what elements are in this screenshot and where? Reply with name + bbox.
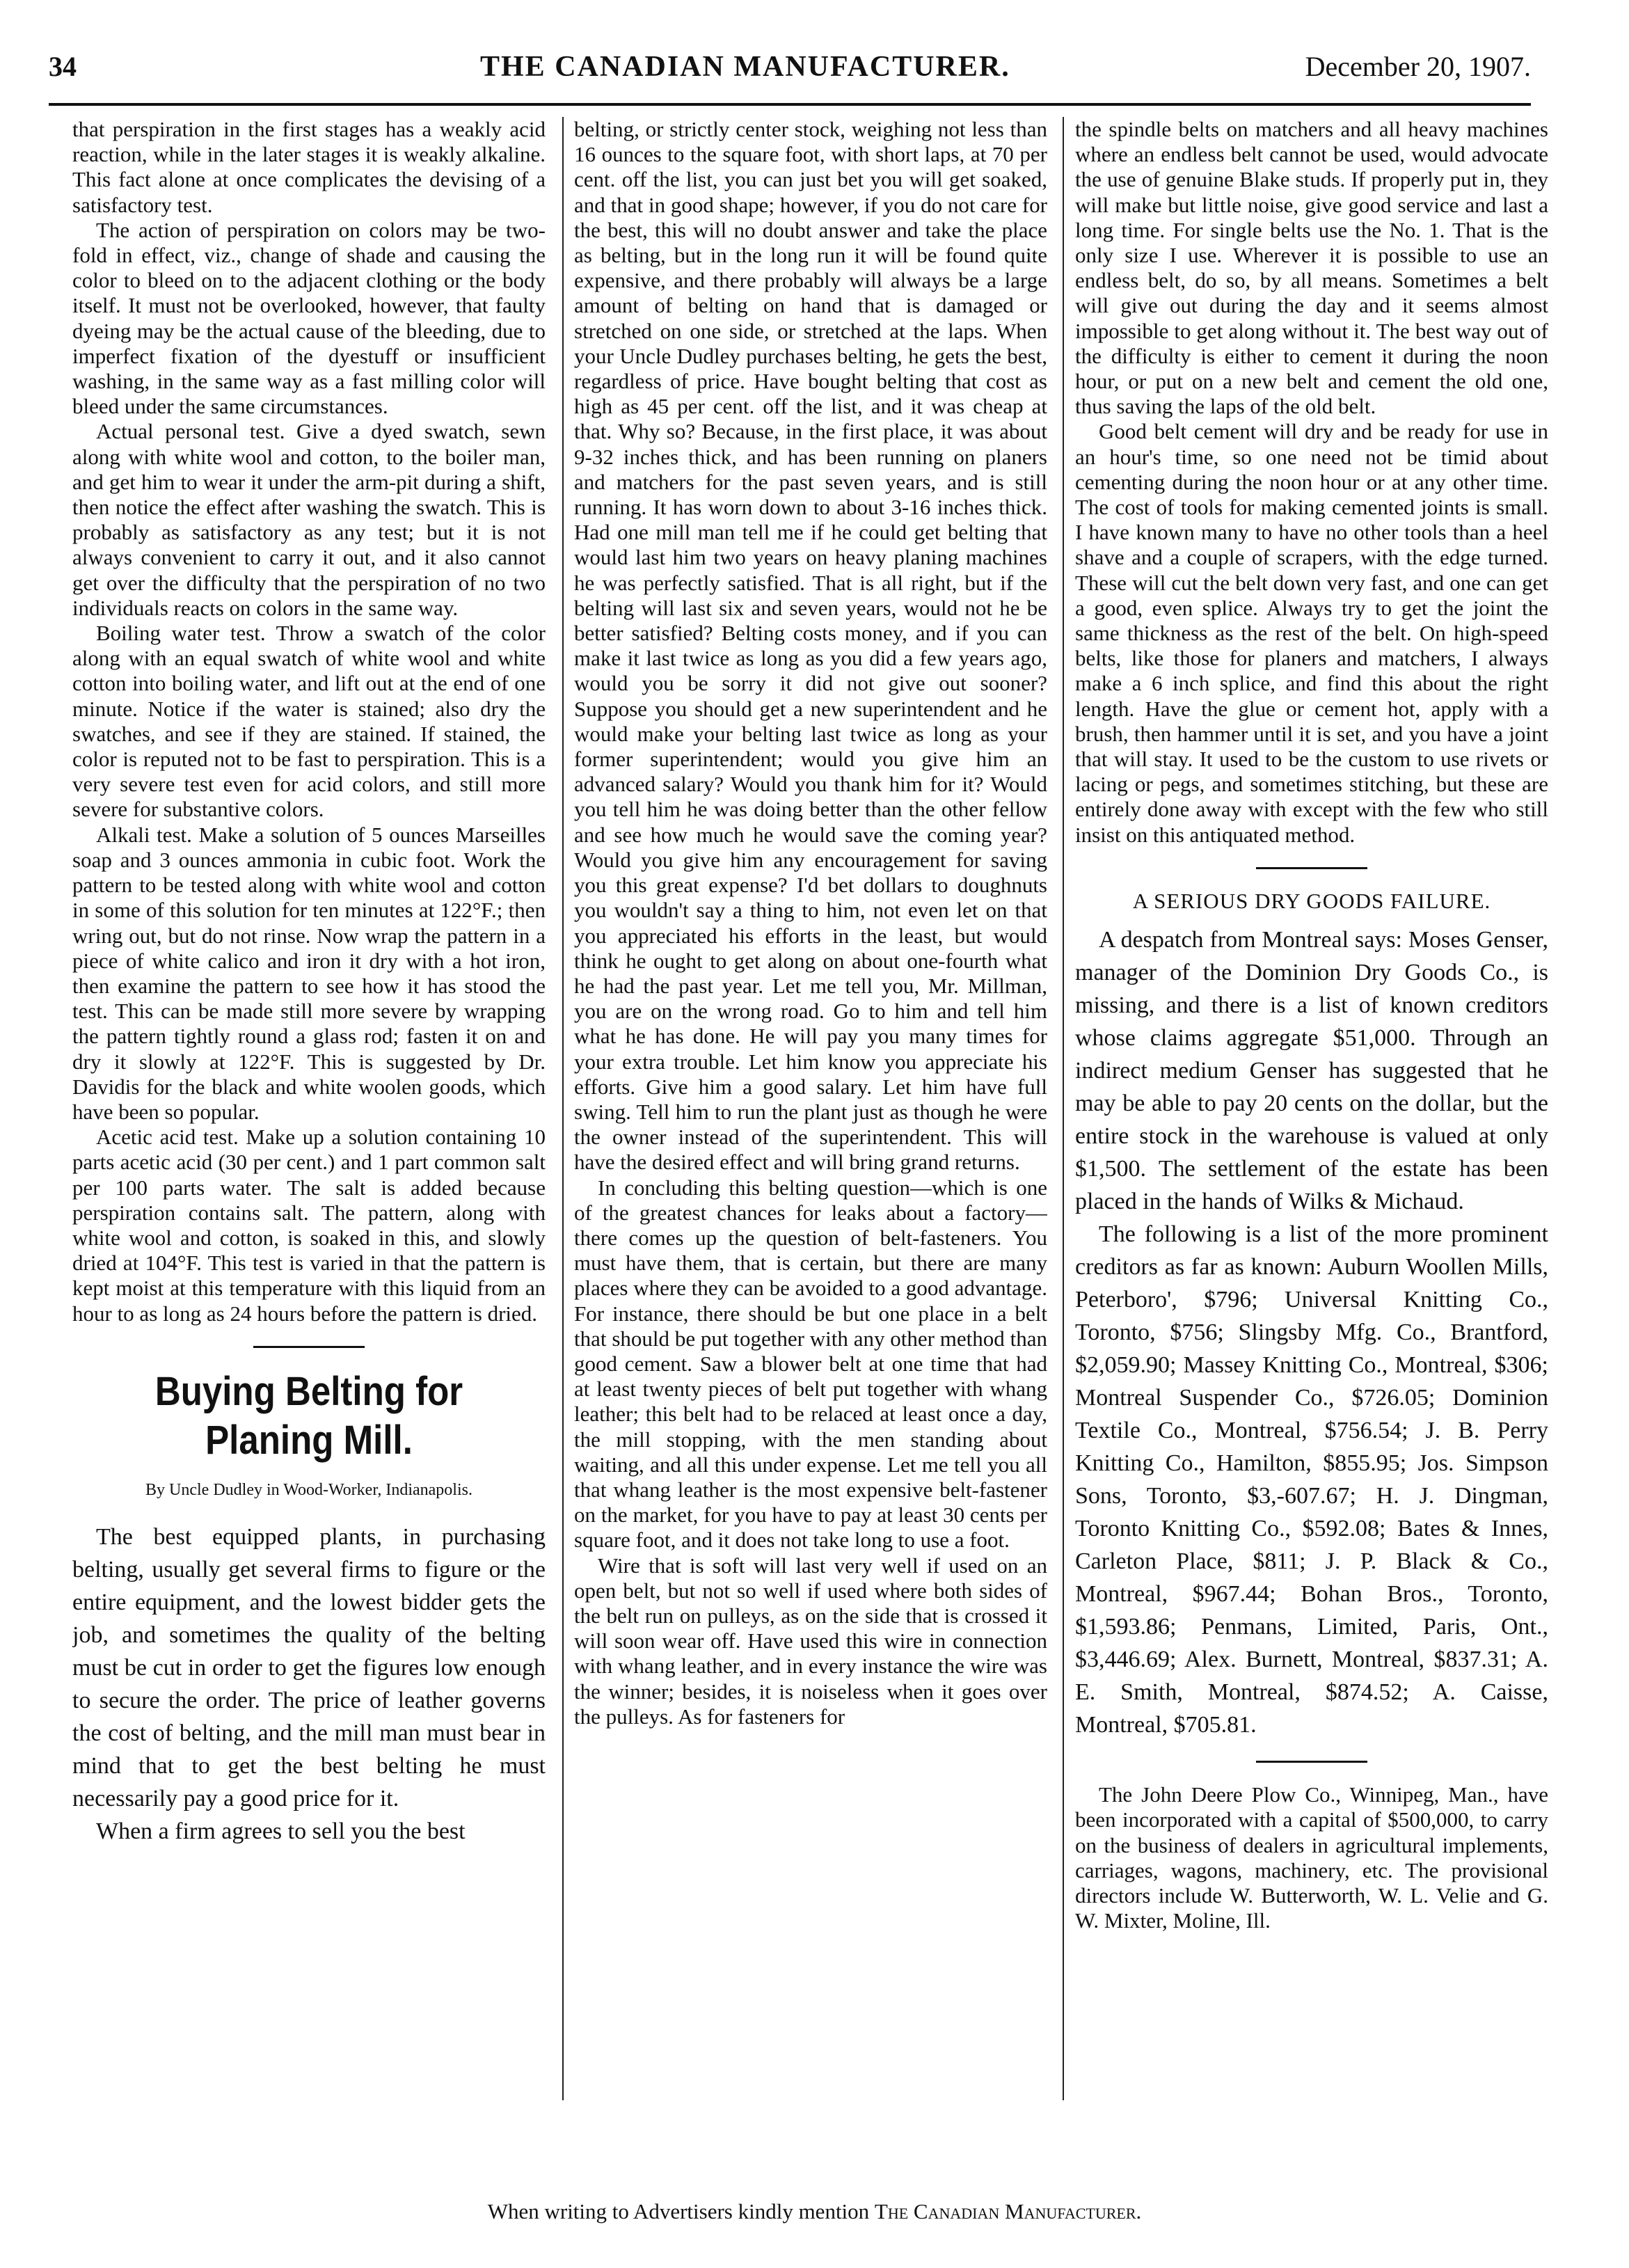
article-title: Buying Belting for Planing Mill. [154,1368,463,1463]
paragraph: The best equipped plants, in purchasing belting, usually get several firms to figure or the entire equipment, and the lowest bidder gets the job, and sometimes the quality of the belting must be cut in order to get the figures low enough to secure the order. The price of leather governs the cost of belting, and the mill man must bear in mind that to get the best belting he must necessarily pay a good price for it. [72,1523,546,1811]
page-number: 34 [49,51,77,82]
paragraph: the spindle belts on matchers and all heavy machines where an endless belt cannot be used, would advocate the use of genuine Blake studs. If properly put in, they will make but little noise, give good service and last a long time. For single belts use the No. 1. That is the only size I use. Wherever it is possible to use an endless belt, do so, by all means. Sometimes a belt will give out during the day and it seems almost impossible to get along without it. The best way out of the difficulty is either to cement it during the noon hour, or put on a new belt and cement the old one, thus saving the laps of the old belt. [1075,117,1548,419]
section-separator [253,1346,365,1348]
footer-publication-name: The Canadian Manufacturer. [874,2199,1142,2223]
paragraph: Boiling water test. Throw a swatch of the color along with an equal swatch of white wool and white cotton into boiling water, and lift out at the end of one minute. Notice if the water is stained; also dry the swatches, and see if they are stained. If stained, the color is reputed not to be fast to perspiration. This is a very severe test even for acid colors, and still more severe for substantive colors. [72,621,546,822]
paragraph: The following is a list of the more prominent creditors as far as known: Auburn Woollen Mills, Peterboro', $796; Universal Knitting Co., Toronto, $756; Slingsby Mfg. Co., Brantford, $2,059.90; Massey Knitting Co., Montreal, $306; Montreal Suspender Co., $726.05; Dominion Textile Co., Montreal, $756.54; J. B. Perry Knitting Co., Hamilton, $855.95; Jos. Simpson Sons, Toronto, $3,-607.67; H. J. Dingman, Toronto Knitting Co., $592.08; Bates & Innes, Carleton Place, $811; J. P. Black & Co., Montreal, $967.44; Bohan Bros., Toronto, $1,593.86; Penmans, Limited, Paris, Ont., $3,446.69; Alex. Burnett, Montreal, $837.31; A. E. Smith, Montreal, $874.52; A. Caisse, Montreal, $705.81. [1075,1221,1548,1738]
page-footer [0,2199,1629,2224]
header-rule [49,103,1531,106]
paragraph: Good belt cement will dry and be ready for use in an hour's time, so one need not be timid about cementing during the noon hour or at any other time. The cost of tools for making cemented joints is small. I have known many to have no other tools than a heel shave and a couple of scrapers, with the edge turned. These will cut the belt down very fast, and one can get a good, even splice. Always try to get the joint the same thickness as the rest of the belt. On high-speed belts, like those for planers and matchers, I always make a 6 inch splice, and find this about the right length. Have the glue or cement hot, apply with a brush, then hammer until it is set, and you have a joint that will stay. It used to be the custom to use rivets or lacing or pegs, and sometimes stitching, but these are entirely done away with except with the few who still insist on this antiquated method. [1075,419,1548,847]
section-body [1075,923,1548,1741]
paragraph: The John Deere Plow Co., Winnipeg, Man., have been incorporated with a capital of $500,000, to carry on the business of dealers in agricultural implements, carriages, wagons, machinery, etc. The provisional directors include W. Butterworth, W. L. Velie and G. W. Mixter, Moline, Ill. [1075,1782,1548,1933]
section-separator [1256,1761,1367,1763]
paragraph: Acetic acid test. Make up a solution containing 10 parts acetic acid (30 per cent.) and 1 part common salt per 100 parts water. The salt is added because perspiration contains salt. The pattern, along with white wool and cotton, is soaked in this, and slowly dried at 104°F. This test is varied in that the pattern is kept moist at this temperature with this liquid from an hour to as long as 24 hours before the pattern is dried. [72,1125,546,1326]
issue-date: December 20, 1907. [1305,51,1531,82]
paragraph: Wire that is soft will last very well if used on an open belt, but not so well if used where both sides of the belt run on pulleys, as on the side that is crossed it will soon wear off. Have used this wire in connection with whang leather, and in every instance the wire was the winner; besides, it is noiseless when it goes over the pulleys. As for fasteners for [574,1553,1047,1729]
section-separator [1256,867,1367,869]
footer-text: When writing to Advertisers kindly mention [487,2199,875,2223]
paragraph: A despatch from Montreal says: Moses Genser, manager of the Dominion Dry Goods Co., is missing, and there is a list of known creditors whose claims aggregate $51,000. Through an indirect medium Genser has suggested that he may be able to pay 20 cents on the dollar, but the entire stock in the warehouse is valued at only $1,500. The settlement of the estate has been placed in the hands of Wilks & Michaud. [1075,927,1548,1215]
paragraph: The action of perspiration on colors may be two-fold in effect, viz., change of shade and causing the color to bleed on to the adjacent clothing or the body itself. It must not be overlooked, however, that faulty dyeing may be the actual cause of the bleeding, due to imperfect fixation of the dyestuff or insufficient washing, in the same way as a fast milling color will bleed under the same circumstances. [72,217,546,419]
article-byline: By Uncle Dudley in Wood-Worker, Indianapolis. [145,1480,472,1499]
paragraph: In concluding this belting question—which is one of the greatest chances for leaks about a factory—there comes up the question of belt-fasteners. You must have them, that is certain, but there are many places where they can be avoided to a good advantage. For instance, there should be but one place in a belt that should be put together with any other method than good cement. Saw a blower belt at one time that had at least twenty pieces of belt put together with whang leather; this belt had to be relaced at least once a day, the mill stopping, with the men standing about waiting, and all this under expense. Let me tell you all that whang leather is the most expensive belt-fastener on the market, for you have to pay at least 30 cents per square foot, and it does not take long to use a foot. [574,1175,1047,1553]
paragraph: When a firm agrees to sell you the best [96,1818,466,1844]
paragraph: Actual personal test. Give a dyed swatch, sewn along with white wool and cotton, to the boiler man, and get him to wear it under the arm-pit during a shift, then notice the effect after washing the swatch. This is probably as satisfactory as any test; but it is not always convenient to carry it out, and it also cannot get over the difficulty that the perspiration of no two individuals reacts on colors in the same way. [72,419,546,620]
article-body [72,1521,546,1848]
column-1 [72,117,546,2135]
column-divider [562,117,564,2100]
column-2 [574,117,1047,2135]
paragraph: Alkali test. Make a solution of 5 ounces Marseilles soap and 3 ounces ammonia in cubic foot. Work the pattern to be tested along with white wool and cotton in some of this solution for ten minutes at 122°F.; then wring out, but do not rinse. Now wrap the pattern in a piece of white calico and iron it dry with a hot iron, then examine the pattern to see how it has stood the test. This can be made still more severe by wrapping the pattern tightly round a glass rod; fasten it on and dry it slowly at 122°F. This is suggested by Dr. Davidis for the black and white woolen goods, which have been so popular. [72,822,546,1124]
column-3 [1075,117,1548,2135]
publication-title: THE CANADIAN MANUFACTURER. [480,51,1010,83]
paragraph: belting, or strictly center stock, weighing not less than 16 ounces to the square foot, with short laps, at 70 per cent. off the list, you can just bet you will get soaked, and that in good shape; however, if you do not care for the best, this will no doubt answer and take the place as belting, but in the long run it will be found quite expensive, and there probably will always be a large amount of belting on hand that is damaged or stretched on one side, or stretched at the laps. When your Uncle Dudley purchases belting, he gets the best, regardless of price. Have bought belting that cost as high as 45 per cent. off the list, and it was cheap at that. Why so? Because, in the first place, it was about 9-32 inches thick, and has been running on planers and matchers for the past seven years, and is still running. It has worn down to about 3-16 inches thick. Had one mill man tell me if he could get belting that would last him two years on heavy planing machines he was perfectly satisfied. That is all right, but if the belting will last six and seven years, would not he be better satisfied? Belting costs money, and if you can make it last twice as long as you did a few years ago, would you be sorry it did not give out sooner? Suppose you should get a new superintendent and he would make your belting last twice as long as your former superintendent; would you give him an advanced salary? Would you thank him for it? Would you tell him he was doing better than the other fellow and see how much he would save the coming year? Would you give him any encouragement for saving you this great expense? I'd bet dollars to doughnuts you wouldn't say a thing to him, not even let on that you appreciated his efforts in the least, but would think he ought to get along on about one-fourth what he had the past year. Let me tell you, Mr. Millman, you are on the wrong road. Go to him and tell him what he has done. He will pay you many times for your extra trouble. Let him know you appreciate his efforts. Give him a good salary. Let him have full swing. Tell him to run the plant just as though he were the owner instead of the superintendent. This will have the desired effect and will bring grand returns. [574,117,1047,1175]
paragraph: that perspiration in the first stages has a weakly acid reaction, while in the later stages it is weakly alkaline. This fact alone at once complicates the devising of a satisfactory test. [72,117,546,217]
section-title: A SERIOUS DRY GOODS FAILURE. [1132,888,1491,913]
page-header [49,50,1531,100]
column-divider [1063,117,1064,2100]
